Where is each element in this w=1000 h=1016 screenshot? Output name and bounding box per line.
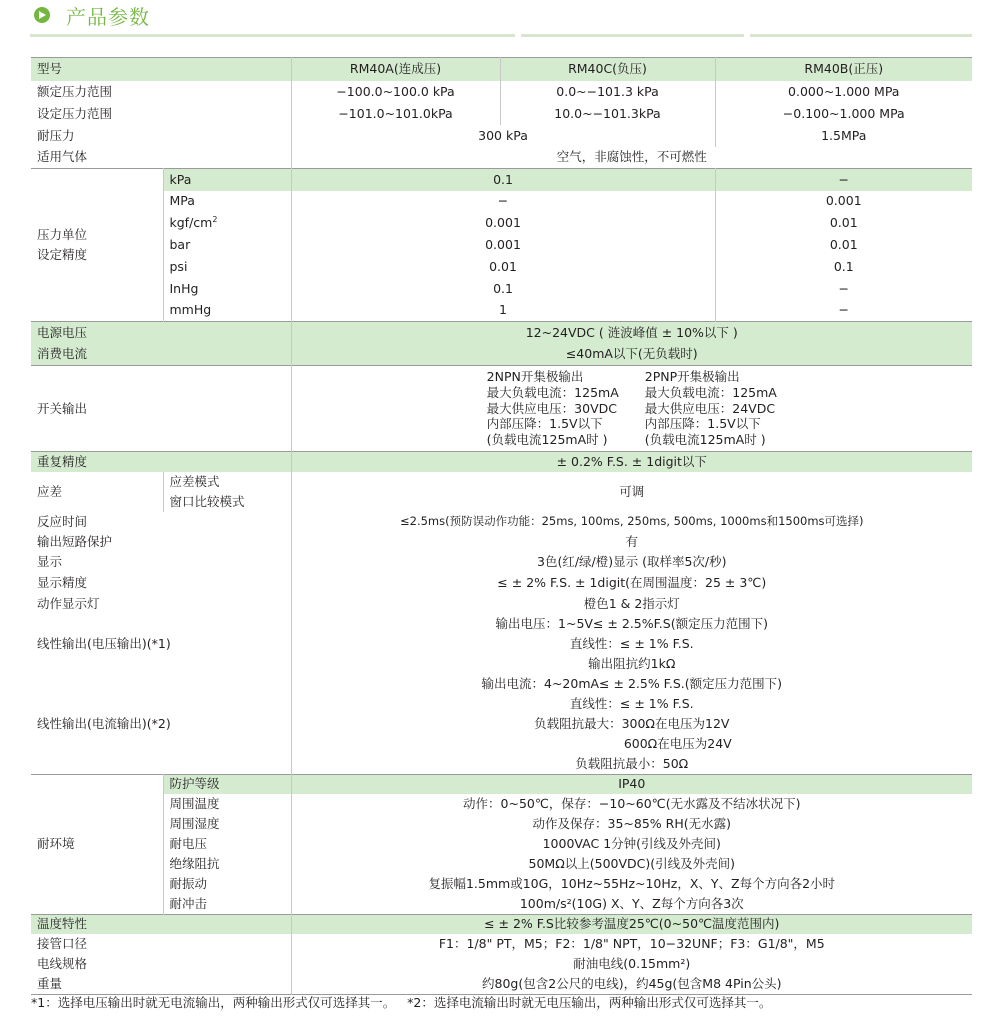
row-unit-psi: [31, 256, 972, 278]
row-gas: [31, 147, 972, 169]
footnote-1: *1：选择电压输出时就无电流输出，两种输出形式仅可选择其一。: [31, 995, 396, 1010]
unit-ac-value: 0.1: [291, 278, 715, 300]
label-linear-current: 线性输出(电流输出)(*2): [31, 674, 291, 775]
model-rm40a: RM40A(连成压): [291, 58, 500, 81]
label-units: [31, 169, 163, 322]
env-item-name: 耐电压: [163, 834, 291, 854]
row-env-insulation: [31, 854, 972, 874]
unit-b-value: 0.1: [833, 258, 854, 274]
row-rated-range: [31, 81, 972, 103]
label-consumption: 消费电流: [31, 344, 291, 366]
label-display-acc: 显示精度: [31, 573, 291, 594]
section-title: 产品参数: [66, 5, 150, 29]
row-env-voltage: [31, 834, 972, 854]
row-env-vibration: [31, 874, 972, 894]
unit-name: bar: [163, 234, 291, 256]
env-item-name: 周围温度: [163, 794, 291, 814]
unit-b-value: 0.01: [829, 236, 858, 252]
unit-b-value: −: [715, 169, 972, 191]
unit-ac-value: 0.001: [291, 234, 715, 256]
label-supply: 电源电压: [31, 322, 291, 344]
rated-range-c: 0.0~−101.3 kPa: [500, 81, 715, 103]
hysteresis-value: 可调: [619, 483, 645, 499]
env-item-name: 防护等级: [163, 774, 291, 794]
label-repeat: 重复精度: [31, 452, 291, 472]
unit-ac-value: −: [291, 191, 715, 212]
row-cable: [31, 954, 972, 974]
label-display: 显示: [31, 552, 291, 573]
row-unit-bar: [31, 234, 972, 256]
rated-range-a: −100.0~100.0 kPa: [291, 81, 500, 103]
unit-name: InHg: [163, 278, 291, 300]
consumption-value: ≤40mA以下(无负载时): [291, 344, 972, 366]
label-model: 型号: [31, 58, 291, 81]
header-rule-1: [30, 34, 515, 37]
row-set-range: [31, 103, 972, 125]
supply-value: 12~24VDC ( 涟波峰值 ± 10%以下 ): [291, 322, 972, 344]
env-item-value: 动作及保存：35~85% RH(无水露): [532, 816, 731, 832]
label-port: 接管口径: [31, 934, 291, 954]
label-gas: 适用气体: [31, 147, 291, 169]
env-item-value: IP40: [291, 774, 972, 794]
linear-voltage-value: 输出电压：1~5V≤ ± 2.5%F.S(额定压力范围下) 直线性：≤ ± 1% F.S. 输出阻抗约1kΩ: [495, 615, 768, 671]
row-port: [31, 934, 972, 954]
footnotes: [31, 993, 771, 1011]
unit-name: psi: [163, 256, 291, 278]
row-env-humidity: [31, 814, 972, 834]
unit-b-value: 0.001: [825, 193, 862, 209]
row-response: [31, 512, 972, 532]
env-item-value: 动作：0~50℃，保存：−10~60℃(无水露及不结冰状况下): [463, 796, 801, 812]
unit-ac-value: 0.01: [291, 256, 715, 278]
label-set-precision: 设定精度: [37, 247, 88, 262]
switch-output-value: [291, 366, 972, 452]
port-value: F1：1/8" PT，M5；F2：1/8" NPT，10−32UNF；F3：G1/8"，M5: [438, 936, 825, 952]
spec-table: [31, 57, 972, 995]
row-temp-char: [31, 914, 972, 934]
linear-current-value: 输出电流：4~20mA≤ ± 2.5% F.S.(额定压力范围下) 直线性：≤ ± 1% F.S. 负载阻抗最大：300Ω在电压为12V 600Ω在电压为24V 负载阻抗最小：50Ω: [481, 675, 783, 771]
env-item-value: 50MΩ以上(500VDC)(引线及外壳间): [528, 856, 736, 872]
env-item-name: 耐振动: [163, 874, 291, 894]
row-supply: [31, 322, 972, 344]
label-cable: 电线规格: [31, 954, 291, 974]
label-short: 输出短路保护: [31, 532, 291, 552]
row-unit-inhg: [31, 278, 972, 300]
unit-name: MPa: [163, 191, 291, 212]
row-model: [31, 58, 972, 81]
display-acc-value: ≤ ± 2% F.S. ± 1digit(在周围温度：25 ± 3℃): [497, 575, 767, 591]
pnp-output-block: 2PNP开集极输出 最大负载电流：125mA 最大供应电压：24VDC 内部压降：1.5V以下 (负载电流125mA时 ): [644, 369, 777, 447]
unit-b-value: −: [838, 302, 849, 318]
set-range-b: −0.100~1.000 MPa: [782, 105, 905, 121]
label-indicator: 动作显示灯: [31, 594, 291, 614]
response-value: ≤2.5ms(预防误动作功能：25ms, 100ms, 250ms, 500ms, 1000ms和1500ms可选择): [400, 514, 864, 529]
set-range-a: −101.0~101.0kPa: [291, 103, 500, 125]
row-unit-kpa: [31, 169, 972, 191]
gas-value: 空气，非腐蚀性，不可燃性: [556, 149, 707, 165]
row-unit-kgf: [31, 212, 972, 234]
unit-ac-value: 1: [291, 300, 715, 322]
unit-b-value: 0.01: [829, 214, 858, 230]
row-consumption: [31, 344, 972, 366]
row-env-temp: [31, 794, 972, 814]
model-rm40c: RM40C(负压): [500, 58, 715, 81]
row-linear-current: [31, 674, 972, 775]
unit-name: kgf/$cm^2$: [163, 212, 291, 234]
cable-value: 耐油电线(0.15mm²): [573, 956, 691, 972]
label-linear-voltage: 线性输出(电压输出)(*1): [31, 614, 291, 674]
unit-name: mmHg: [163, 300, 291, 322]
row-withstand: [31, 125, 972, 147]
header-rule-2: [521, 34, 744, 37]
footnote-2: *2：选择电流输出时就无电压输出，两种输出形式仅可选择其一。: [407, 995, 772, 1010]
label-hysteresis: 应差: [31, 472, 163, 512]
row-env-protection: [31, 774, 972, 794]
row-linear-voltage: [31, 614, 972, 674]
temp-char-value: ≤ ± 2% F.S比较参考温度25℃(0~50℃温度范围内): [291, 914, 972, 934]
model-rm40b: RM40B(正压): [715, 58, 972, 81]
row-unit-mmhg: [31, 300, 972, 322]
header-rule-3: [750, 34, 972, 37]
row-env-shock: [31, 894, 972, 914]
env-item-name: 周围湿度: [163, 814, 291, 834]
unit-ac-value: 0.1: [291, 169, 715, 191]
unit-name: kPa: [163, 169, 291, 191]
label-set-range: 设定压力范围: [31, 103, 291, 125]
withstand-ac: 300 kPa: [291, 125, 715, 147]
label-temp-char: 温度特性: [31, 914, 291, 934]
weight-value: 约80g(包含2公尺的电线)，约45g(包含M8 4Pin公头): [482, 975, 782, 991]
label-withstand: 耐压力: [31, 125, 291, 147]
npn-output-block: 2NPN开集极输出 最大负载电流：125mA 最大供应电压：30VDC 内部压降：1.5V以下 (负载电流125mA时 ): [486, 369, 619, 447]
unit-ac-value: 0.001: [291, 212, 715, 234]
hysteresis-window-mode: 窗口比较模式: [163, 492, 291, 512]
row-unit-mpa: [31, 191, 972, 212]
withstand-b: 1.5MPa: [821, 127, 867, 143]
env-item-value: 复振幅1.5mm或10G，10Hz~55Hz~10Hz，X、Y、Z每个方向各2小时: [428, 876, 836, 892]
label-pressure-unit: 压力单位: [37, 227, 88, 243]
label-env: 耐环境: [31, 774, 163, 914]
env-item-name: 绝缘阻抗: [163, 854, 291, 874]
label-response: 反应时间: [31, 512, 291, 532]
set-range-c: 10.0~−101.3kPa: [500, 103, 715, 125]
row-weight: [31, 974, 972, 994]
display-value: 3色(红/绿/橙)显示 (取样率5次/秒): [537, 554, 727, 570]
rated-range-b: 0.000~1.000 MPa: [788, 83, 900, 99]
row-short: [31, 532, 972, 552]
env-item-value: 1000VAC 1分钟(引线及外壳间): [542, 836, 721, 852]
unit-b-value: −: [838, 280, 849, 296]
row-hysteresis: [31, 472, 972, 492]
repeat-value: ± 0.2% F.S. ± 1digit以下: [291, 452, 972, 472]
hysteresis-mode: 应差模式: [163, 472, 291, 492]
label-switch-output: 开关输出: [31, 366, 291, 452]
indicator-value: 橙色1 & 2指示灯: [583, 595, 680, 611]
row-display-acc: [31, 573, 972, 594]
arrow-circle-right-icon: [34, 7, 50, 23]
row-switch-output: [31, 366, 972, 452]
env-item-name: 耐冲击: [163, 894, 291, 914]
section-header: [30, 0, 972, 38]
row-indicator: [31, 594, 972, 614]
env-item-value: 100m/s²(10G) X、Y、Z每个方向各3次: [519, 895, 744, 911]
label-weight: 重量: [31, 974, 291, 994]
label-rated-range: 额定压力范围: [31, 81, 291, 103]
row-repeat: [31, 452, 972, 472]
row-display: [31, 552, 972, 573]
short-value: 有: [625, 533, 639, 549]
